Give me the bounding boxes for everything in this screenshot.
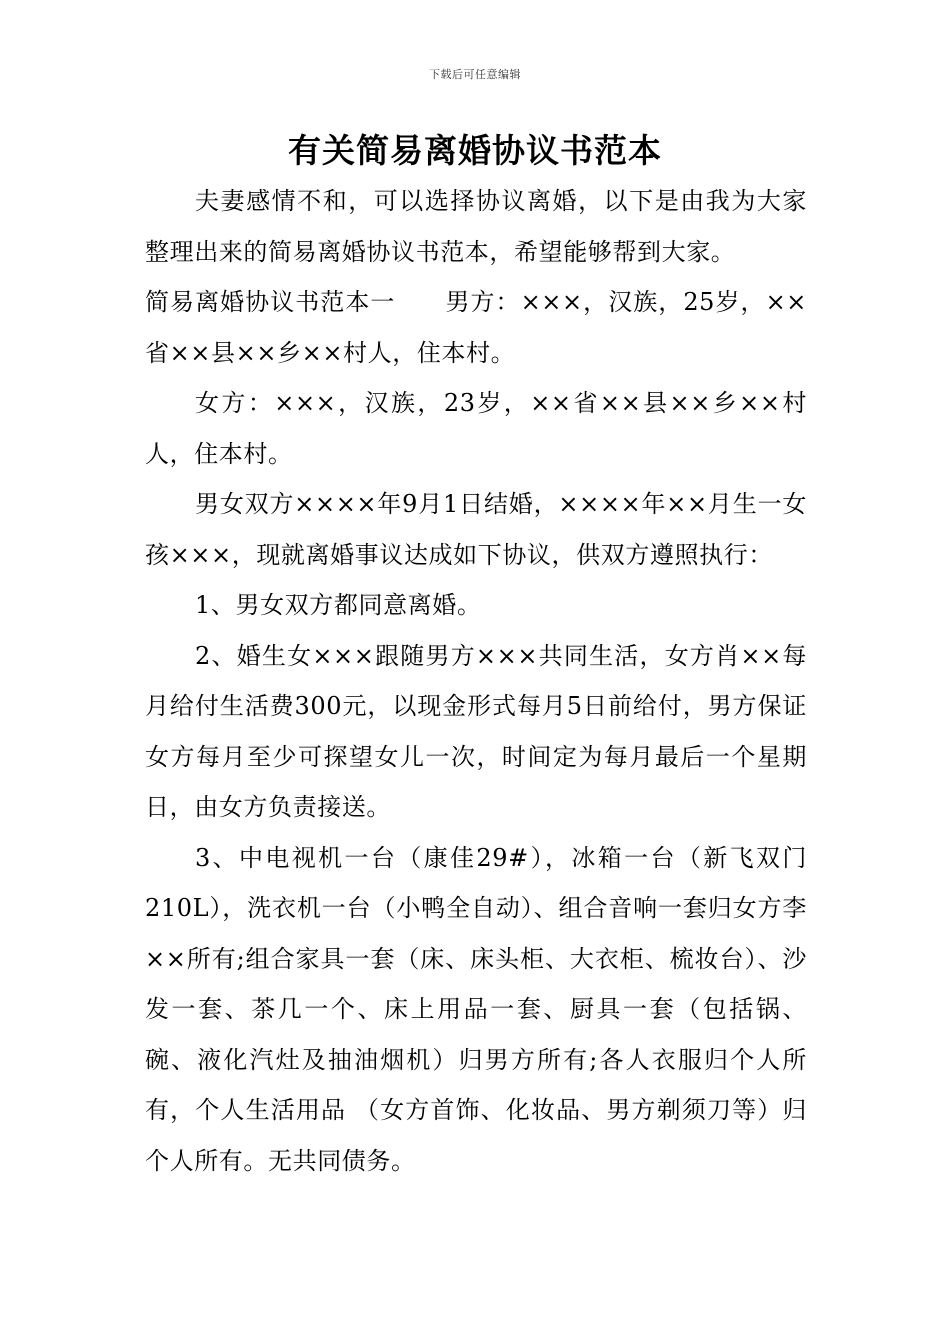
header-note: 下载后可任意编辑 bbox=[429, 68, 521, 81]
document-title: 有关简易离婚协议书范本 bbox=[288, 131, 662, 170]
paragraph-clause-3: 3、中电视机一台（康佳29#），冰箱一台（新飞双门210L），洗衣机一台（小鸭全自动）、组合音响一套归女方李××所有;组合家具一套（床、床头柜、大衣柜、梳妆台）、沙发一套、茶几一个、床上用品一套、厨具一套（包括锅、碗、液化汽灶及抽油烟机）归男方所有;各人衣服归个人所有，个人生活用品 （女方首饰、化妆品、男方剃须刀等）归个人所有。无共同债务。 bbox=[145, 843, 807, 1175]
paragraph-female: 女方：×××，汉族，23岁，××省××县××乡××村人，住本村。 bbox=[145, 389, 807, 468]
document-body bbox=[145, 176, 807, 1186]
paragraph-clause-2: 2、婚生女×××跟随男方×××共同生活，女方肖××每月给付生活费300元，以现金形式每月5日前给付，男方保证女方每月至少可探望女儿一次，时间定为每月最后一个星期日，由女方负责接送。 bbox=[145, 641, 807, 821]
paragraph-marriage: 男女双方××××年9月1日结婚，××××年××月生一女孩×××，现就离婚事议达成如下协议，供双方遵照执行： bbox=[145, 490, 807, 569]
paragraph-sample-heading-male: 简易离婚协议书范本一 男方：×××，汉族，25岁，××省××县××乡××村人，住本村。 bbox=[145, 288, 807, 367]
paragraph-intro: 夫妻感情不和，可以选择协议离婚，以下是由我为大家整理出来的简易离婚协议书范本，希望能够帮到大家。 bbox=[145, 187, 807, 266]
paragraph-clause-1: 1、男女双方都同意离婚。 bbox=[195, 591, 482, 619]
